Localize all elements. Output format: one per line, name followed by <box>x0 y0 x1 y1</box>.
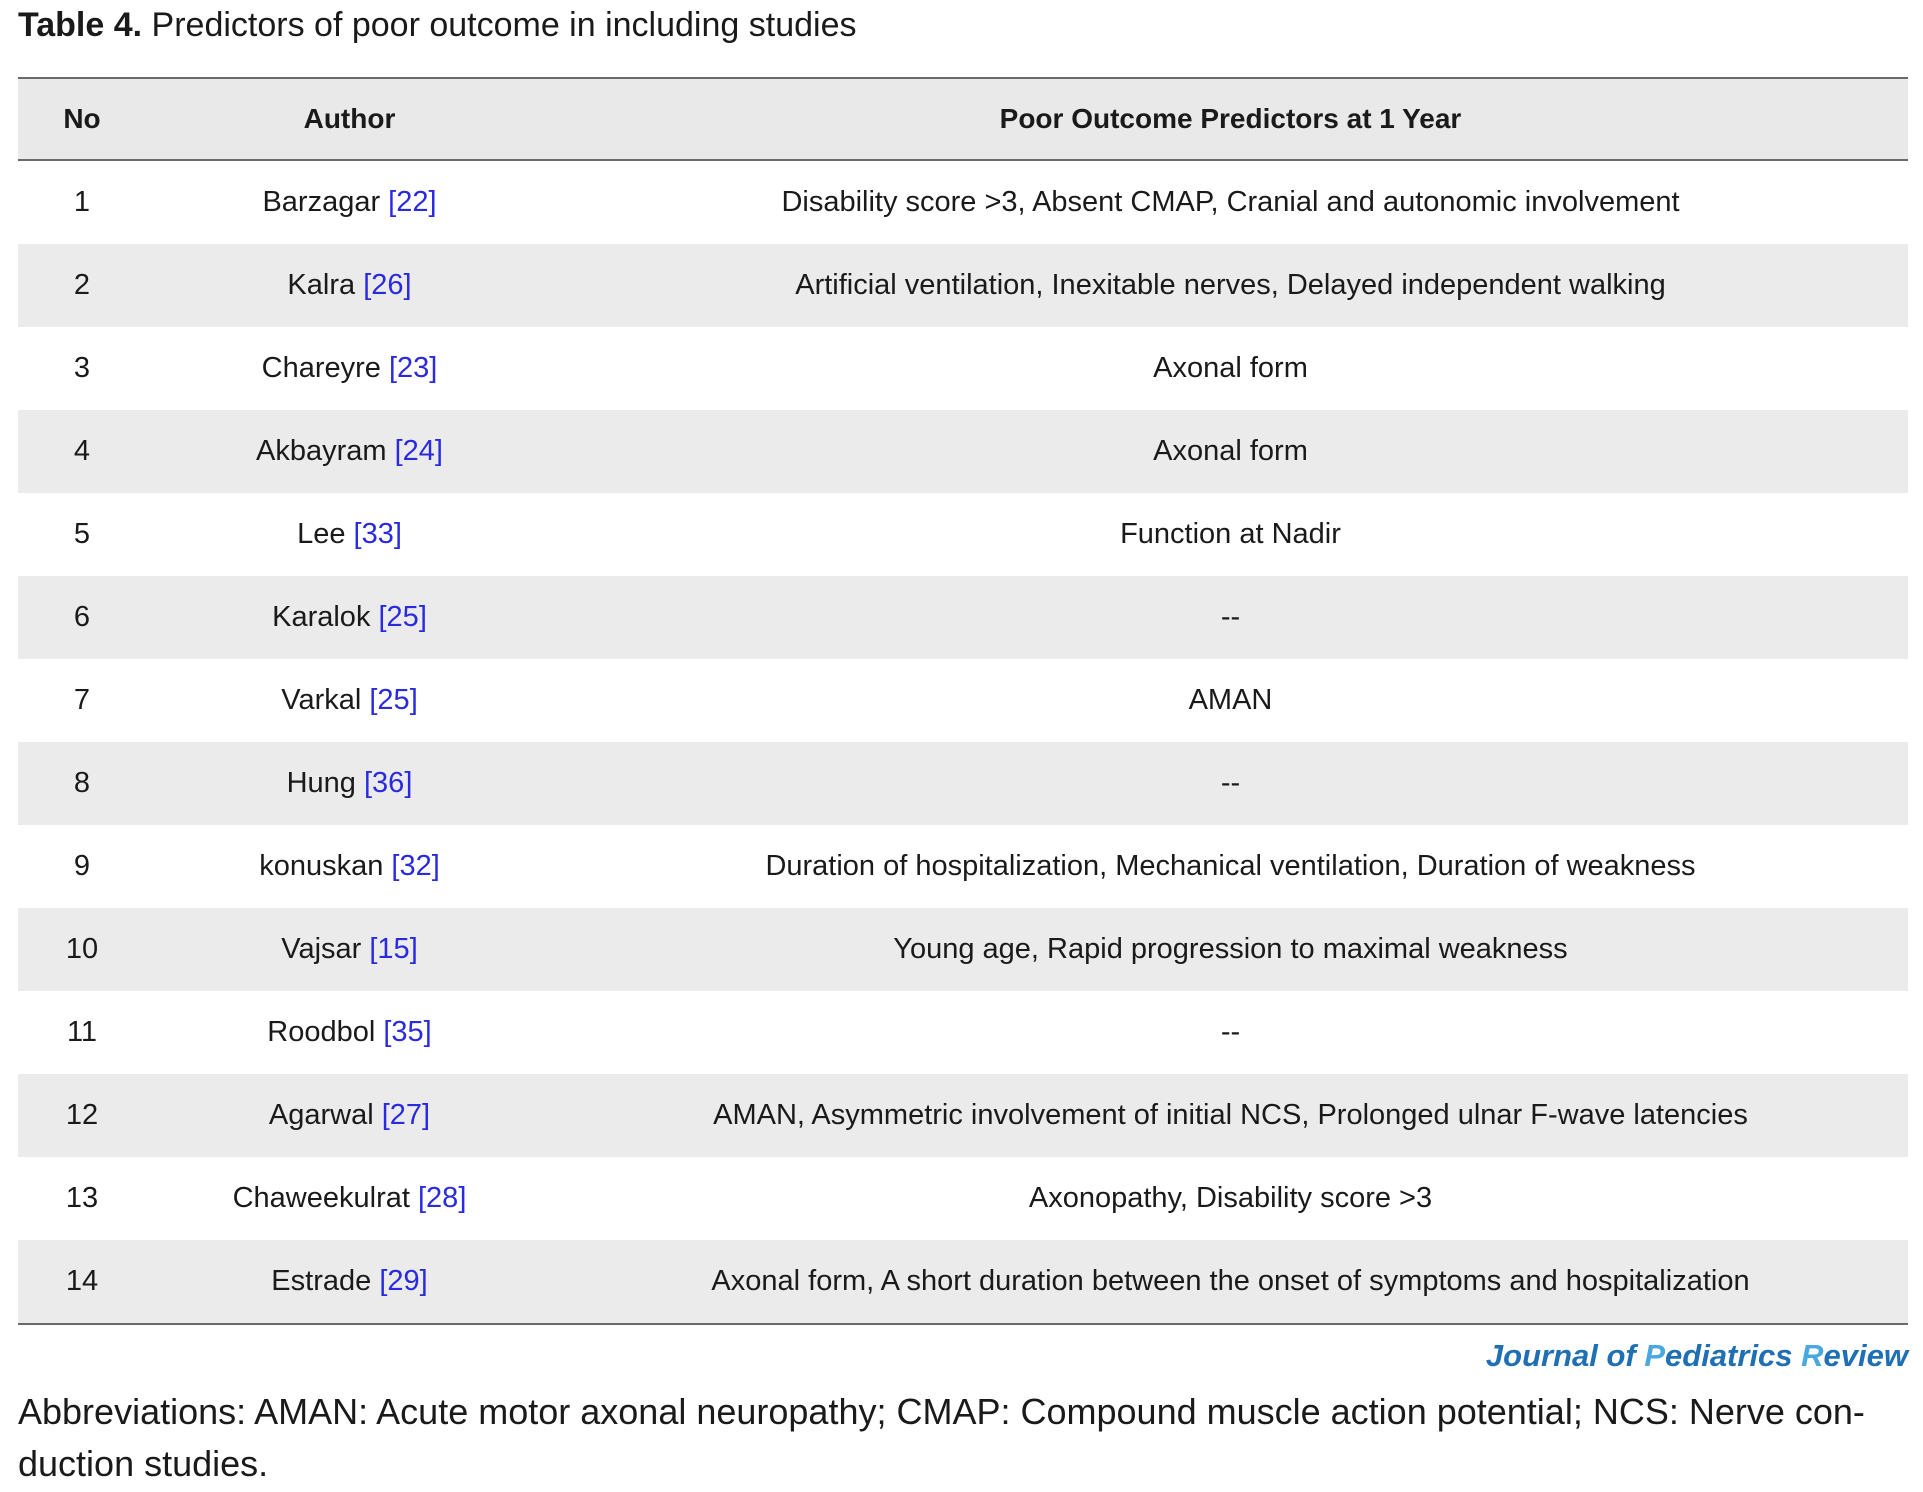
cell-author <box>146 576 553 659</box>
table-row <box>18 1074 1908 1157</box>
cell-author <box>146 1240 553 1324</box>
cell-predictors: Axonal form <box>1153 352 1308 384</box>
cell-no: 9 <box>73 850 91 882</box>
predictors-table <box>18 77 1908 1325</box>
cell-predictors: Disability score >3, Absent CMAP, Cranial and autonomic involvement <box>781 186 1680 218</box>
table-row <box>18 493 1908 576</box>
table-row <box>18 742 1908 825</box>
table-row <box>18 160 1908 244</box>
reference-link[interactable]: [36] <box>364 767 413 799</box>
cell-author <box>146 991 553 1074</box>
cell-predictors: AMAN, Asymmetric involvement of initial NCS, Prolonged ulnar F-wave latencies <box>713 1099 1748 1131</box>
table-row <box>18 825 1908 908</box>
table-caption <box>18 4 856 46</box>
cell-no: 10 <box>65 933 99 965</box>
cell-predictors: Axonal form <box>1153 435 1308 467</box>
cell-no: 13 <box>65 1182 99 1214</box>
reference-link[interactable]: [32] <box>391 850 440 882</box>
table-row <box>18 991 1908 1074</box>
cell-author <box>146 493 553 576</box>
reference-link[interactable]: [23] <box>388 352 438 384</box>
table-caption-text: Predictors of poor outcome in including studies <box>142 6 857 44</box>
cell-author <box>146 742 553 825</box>
reference-link[interactable]: [27] <box>381 1099 431 1131</box>
author-name: Estrade <box>271 1265 372 1297</box>
cell-no: 12 <box>65 1099 99 1131</box>
author-name: Chareyre <box>261 352 381 384</box>
author-name: Hung <box>286 767 356 799</box>
cell-predictors: -- <box>1220 601 1241 633</box>
cell-predictors: Axonal form, A short duration between the onset of symptoms and hospitalization <box>711 1265 1750 1297</box>
cell-author <box>146 244 553 327</box>
author-name: Chaweekulrat <box>232 1182 410 1214</box>
cell-no: 5 <box>73 518 91 550</box>
author-name: Roodbol <box>267 1016 376 1048</box>
author-name: konuskan <box>259 850 384 882</box>
cell-predictors: Function at Nadir <box>1120 518 1341 550</box>
reference-link[interactable]: [25] <box>378 601 427 633</box>
table-row <box>18 244 1908 327</box>
author-name: Kalra <box>287 269 356 301</box>
table-row <box>18 576 1908 659</box>
journal-watermark: Journal of Pediatrics Review <box>1485 1338 1908 1373</box>
author-name: Barzagar <box>262 186 381 218</box>
reference-link[interactable]: [26] <box>363 269 412 301</box>
cell-author <box>146 1074 553 1157</box>
cell-predictors: Artificial ventilation, Inexitable nerves, Delayed independent walking <box>795 269 1666 301</box>
table-row <box>18 327 1908 410</box>
table-row <box>18 1157 1908 1240</box>
table-caption-label: Table 4. <box>18 6 143 44</box>
cell-no: 3 <box>73 352 91 384</box>
cell-predictors: -- <box>1220 767 1241 799</box>
reference-link[interactable]: [22] <box>388 186 437 218</box>
reference-link[interactable]: [24] <box>394 435 443 467</box>
cell-predictors: Duration of hospitalization, Mechanical ventilation, Duration of weakness <box>765 850 1696 882</box>
cell-no: 6 <box>73 601 91 633</box>
cell-no: 14 <box>65 1265 99 1297</box>
table-body <box>18 160 1908 1324</box>
cell-no: 2 <box>73 269 91 301</box>
table-row <box>18 410 1908 493</box>
cell-predictors: Young age, Rapid progression to maximal weakness <box>893 933 1568 965</box>
author-name: Agarwal <box>268 1099 374 1131</box>
author-name: Akbayram <box>256 435 387 467</box>
author-name: Karalok <box>272 601 371 633</box>
cell-predictors: AMAN <box>1188 684 1273 716</box>
cell-no: 7 <box>73 684 91 716</box>
cell-author <box>146 825 553 908</box>
cell-no: 1 <box>73 186 91 218</box>
cell-author <box>146 1157 553 1240</box>
table-row <box>18 1240 1908 1324</box>
cell-predictors: Axonopathy, Disability score >3 <box>1028 1182 1433 1214</box>
table-header-row <box>18 78 1908 160</box>
cell-author <box>146 327 553 410</box>
reference-link[interactable]: [15] <box>369 933 418 965</box>
reference-link[interactable]: [29] <box>379 1265 428 1297</box>
abbreviations-note: Abbreviations: AMAN: Acute motor axonal neuropathy; CMAP: Compound muscle action potential; NCS: Nerve con- duction studies. <box>18 1391 1865 1484</box>
author-name: Vajsar <box>281 933 362 965</box>
cell-author <box>146 410 553 493</box>
header-predictors: Poor Outcome Predictors at 1 Year <box>999 103 1462 134</box>
cell-predictors: -- <box>1220 1016 1241 1048</box>
header-author: Author <box>303 103 396 134</box>
cell-no: 11 <box>66 1016 98 1048</box>
reference-link[interactable]: [25] <box>369 684 418 716</box>
author-name: Varkal <box>281 684 362 716</box>
cell-no: 4 <box>73 435 91 467</box>
table-row <box>18 659 1908 742</box>
header-no: No <box>63 103 101 134</box>
reference-link[interactable]: [35] <box>383 1016 432 1048</box>
cell-author <box>146 908 553 991</box>
cell-author <box>146 659 553 742</box>
reference-link[interactable]: [28] <box>418 1182 467 1214</box>
table-row <box>18 908 1908 991</box>
reference-link[interactable]: [33] <box>353 518 402 550</box>
cell-author <box>146 160 553 244</box>
cell-no: 8 <box>73 767 91 799</box>
author-name: Lee <box>297 518 346 550</box>
